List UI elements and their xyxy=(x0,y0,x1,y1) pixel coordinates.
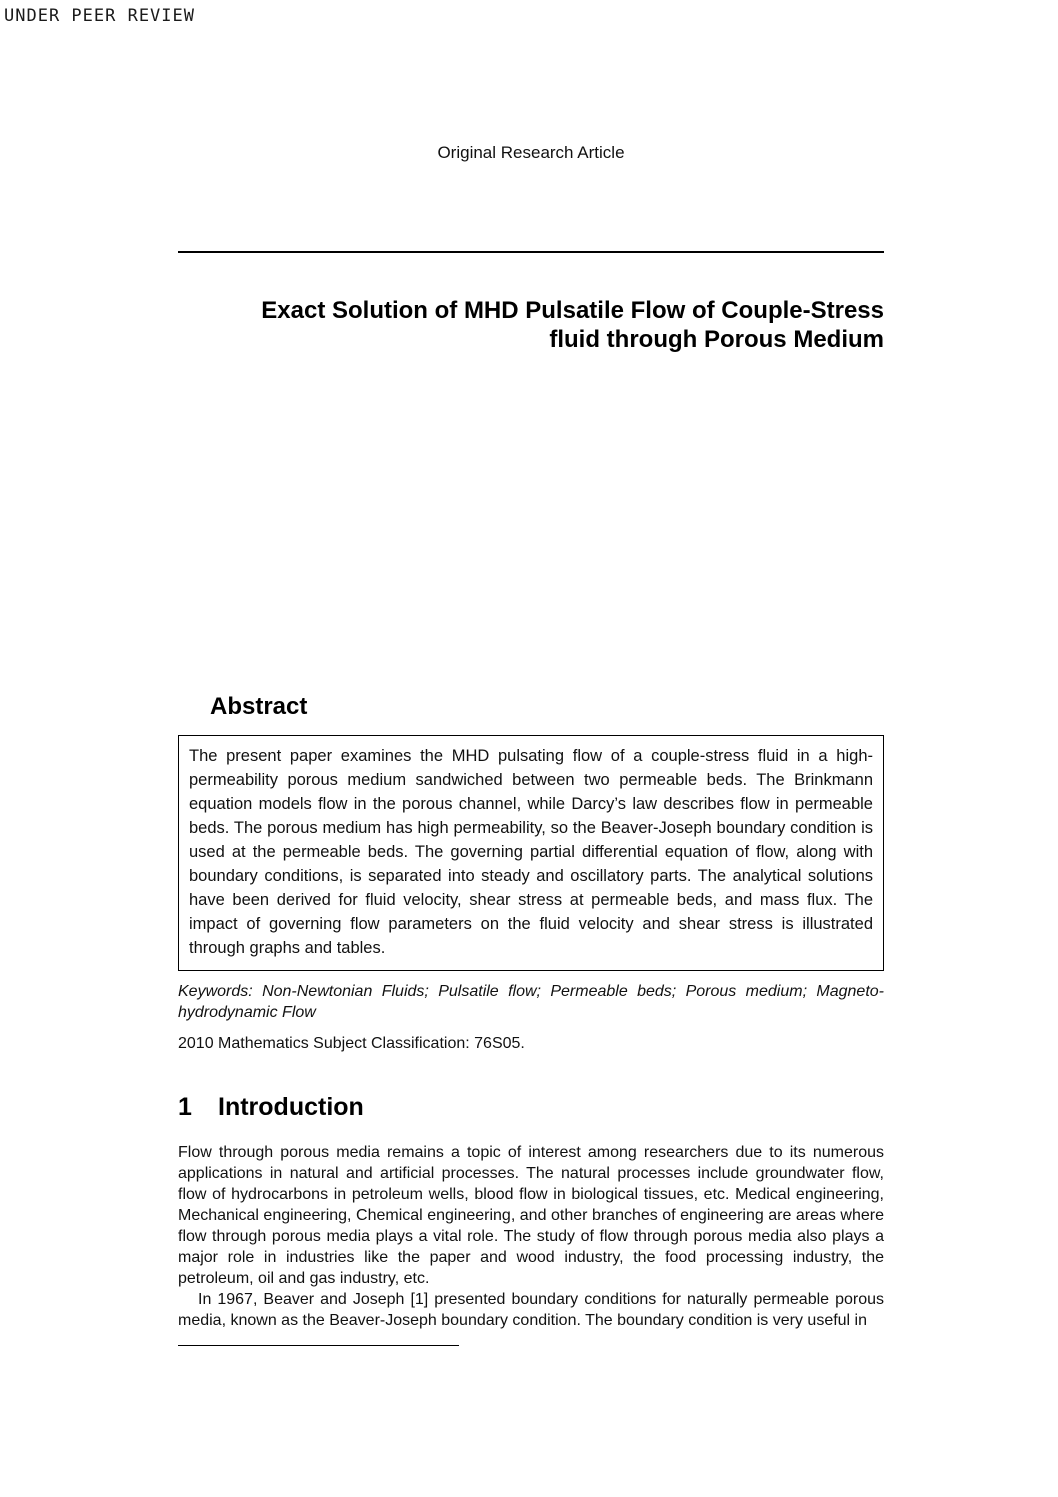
abstract-text: The present paper examines the MHD pulsating flow of a couple-stress fluid in a high-permeability porous medium sandwiched between two permeable beds. The Brinkmann equation models flow in the porous channel, while Darcy’s law describes flow in permeable beds. The porous medium has high permeability, so the Beaver-Joseph boundary condition is used at the permeable beds. The governing partial differential equation of flow, along with boundary conditions, is separated into steady and oscillatory parts. The analytical solutions have been derived for fluid velocity, shear stress at permeable beds, and mass flux. The impact of governing flow parameters on the fluid velocity and shear stress is illustrated through graphs and tables. xyxy=(189,746,873,957)
msc-line: 2010 Mathematics Subject Classification: 76S05. xyxy=(178,1034,525,1052)
abstract-box xyxy=(178,735,884,971)
paper-title-line1: Exact Solution of MHD Pulsatile Flow of Couple-Stress xyxy=(261,297,884,324)
page-content xyxy=(178,0,884,1354)
section-heading-introduction xyxy=(178,1093,884,1122)
paper-title-line2: fluid through Porous Medium xyxy=(549,325,884,353)
title-rule xyxy=(178,251,884,253)
keywords-line: Keywords: Non-Newtonian Fluids; Pulsatile flow; Permeable beds; Porous medium; Magneto-hydrodynamic Flow xyxy=(178,982,884,1021)
section-number: 1 xyxy=(178,1092,192,1121)
paper-title xyxy=(178,297,884,355)
article-type-label: Original Research Article xyxy=(437,143,625,162)
footnote-rule xyxy=(178,1345,459,1346)
section-title: Introduction xyxy=(218,1092,364,1121)
abstract-heading: Abstract xyxy=(210,692,308,720)
intro-paragraph-2: In 1967, Beaver and Joseph [1] presented boundary conditions for naturally permeable porous media, known as the Beaver-Joseph boundary condition. The boundary condition is very useful in xyxy=(178,1290,884,1329)
peer-review-watermark: UNDER PEER REVIEW xyxy=(4,6,195,26)
intro-paragraph-1: Flow through porous media remains a topic of interest among researchers due to its numerous applications in natural and artificial processes. The natural processes include groundwater flow, flow of hydrocarbons in petroleum wells, blood flow in biological tissues, etc. Medical engineering, Mechanical engineering, Chemical engineering, and other branches of engineering are areas where flow through porous media plays a vital role. The study of flow through porous media also plays a major role in industries like the paper and wood industry, the food processing industry, the petroleum, oil and gas industry, etc. xyxy=(178,1143,884,1287)
